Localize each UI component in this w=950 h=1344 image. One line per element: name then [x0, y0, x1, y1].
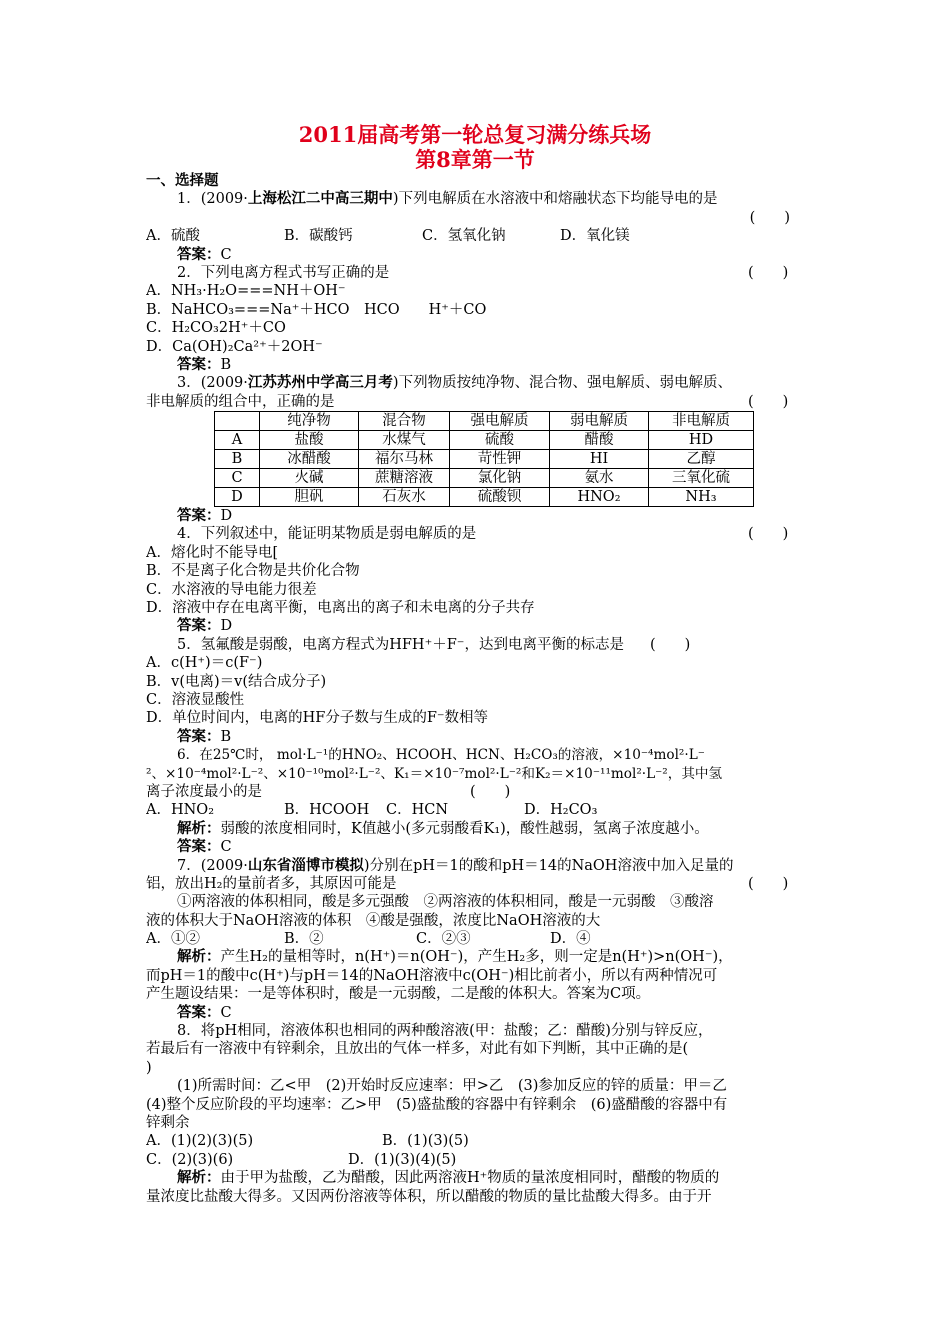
q6-paren: ( ) [470, 783, 511, 800]
answer-label: 答案： [177, 617, 221, 635]
q2-option-b: B．NaHCO₃===Na⁺＋HCO HCO H⁺＋CO [146, 301, 487, 318]
q2-option-a: A．NH₃·H₂O===NH＋OH⁻ [146, 283, 346, 300]
q6-answer [146, 838, 806, 856]
table-row [215, 431, 754, 450]
table-cell: 盐酸 [260, 431, 359, 450]
q6-answer-value: C [220, 839, 232, 856]
q3-text: )下列物质按纯净物、混合物、强电解质、弱电解质、 [392, 375, 733, 392]
q4-text: 4．下列叙述中，能证明某物质是弱电解质的是 [177, 526, 477, 543]
q1-option-d: D．氧化镁 [560, 228, 630, 245]
q3-text2: 非电解质的组合中，正确的是 [146, 393, 335, 410]
table-cell: 硫酸 [450, 431, 550, 450]
table-cell: A [215, 431, 260, 450]
table-cell: D [215, 488, 260, 507]
q3-answer [146, 507, 806, 525]
q7-answer [146, 1004, 806, 1022]
answer-label: 答案： [177, 727, 221, 745]
q6-analysis-text: 弱酸的浓度相同时，K值越小(多元弱酸看K₁)，酸性越弱，氢离子浓度越小。 [220, 820, 709, 837]
q4-option-b: B．不是离子化合物是共价化合物 [146, 563, 360, 580]
q3-source: 江苏苏州中学高三月考 [247, 374, 393, 392]
table-cell [215, 412, 260, 431]
q3-line2 [146, 393, 806, 411]
answer-label: 答案： [177, 245, 221, 263]
question-2 [146, 264, 806, 282]
table-cell: 非电解质 [649, 412, 754, 431]
q5-text: 5．氢氟酸是弱酸，电离方程式为HFH⁺＋F⁻，达到电离平衡的标志是 [177, 636, 624, 653]
q5-option-c: C．溶液显酸性 [146, 691, 245, 708]
q1-source: 上海松江二中高三期中 [247, 190, 393, 208]
table-cell: HD [649, 431, 754, 450]
q4-option-a: A．熔化时不能导电[ [146, 544, 279, 561]
table-cell: 氨水 [550, 469, 649, 488]
q2-option-d: D．Ca(OH)₂Ca²⁺＋2OH⁻ [146, 338, 323, 355]
q8-option-d: D．(1)(3)(4)(5) [348, 1151, 457, 1168]
q7-analysis-3: 产生题设结果：一是等体积时，酸是一元弱酸，二是酸的体积大。答案为C项。 [146, 986, 651, 1003]
q5-answer [146, 728, 806, 746]
section-heading: 一、选择题 [146, 172, 219, 189]
table-cell: 纯净物 [260, 412, 359, 431]
q8-items-3: 锌剩余 [146, 1114, 190, 1131]
q8-analysis-text-1: 由于甲为盐酸，乙为醋酸，因此两溶液H⁺物质的量浓度相同时，醋酸的物质的 [220, 1170, 720, 1187]
table-cell: 三氧化硫 [649, 469, 754, 488]
q8-items-2: (4)整个反应阶段的平均速率：乙>甲 (5)盛盐酸的容器中有锌剩余 (6)盛醋酸的容器中有 [146, 1096, 728, 1113]
q7-option-c: C．②③ [416, 931, 471, 948]
q6-option-c: C．HCN [386, 802, 449, 819]
q8-line3: ) [146, 1059, 152, 1076]
table-cell: 石灰水 [359, 488, 450, 507]
q8-option-b: B．(1)(3)(5) [382, 1133, 469, 1150]
answer-label: 答案： [177, 507, 221, 525]
q3-table [214, 411, 754, 507]
table-cell: B [215, 450, 260, 469]
q1-answer-value: C [220, 246, 232, 263]
table-cell: 硫酸钡 [450, 488, 550, 507]
q1-option-a: A．硫酸 [146, 228, 200, 245]
q8-options-cd [146, 1151, 806, 1169]
q7-source: 山东省淄博市模拟 [247, 856, 364, 874]
table-cell: 水煤气 [359, 431, 450, 450]
table-cell: 蔗糖溶液 [359, 469, 450, 488]
q8-option-a: A．(1)(2)(3)(5) [146, 1133, 254, 1150]
table-cell: 乙醇 [649, 450, 754, 469]
table-cell: NH₃ [649, 488, 754, 507]
q7-line2 [146, 875, 806, 893]
q4-option-d: D．溶液中存在电离平衡，电离出的离子和未电离的分子共存 [146, 600, 535, 617]
q6-line1: 6．在25℃时， mol·L⁻¹的HNO₂、HCOOH、HCN、H₂CO₃的溶液，×10⁻⁴mol²·L⁻ [177, 747, 705, 764]
q8-option-c: C．(2)(3)(6) [146, 1151, 234, 1168]
q1-num: 1．(2009· [177, 191, 248, 208]
analysis-label: 解析： [177, 948, 221, 966]
q2-text: 2．下列电离方程式书写正确的是 [177, 264, 390, 281]
q7-text2: 铝，放出H₂的量前者多，其原因可能是 [146, 875, 397, 892]
q1-option-c: C．氢氧化钠 [422, 228, 506, 245]
q5-option-b: B．v(电离)＝v(结合成分子) [146, 673, 327, 690]
analysis-label: 解析： [177, 1169, 221, 1187]
q8-line1: 8．将pH相同，溶液体积也相同的两种酸溶液(甲：盐酸；乙：醋酸)分别与锌反应， [177, 1023, 713, 1040]
q1-text: )下列电解质在水溶液中和熔融状态下均能导电的是 [392, 191, 718, 208]
q3-answer-value: D [220, 508, 233, 525]
table-cell: HI [550, 450, 649, 469]
q2-paren: ( ) [748, 264, 789, 281]
table-cell: 冰醋酸 [260, 450, 359, 469]
q2-answer-value: B [220, 356, 232, 373]
table-cell: 强电解质 [450, 412, 550, 431]
q6-line3 [146, 783, 806, 801]
answer-label: 答案： [177, 355, 221, 373]
q4-answer-value: D [220, 618, 233, 635]
table-row [215, 450, 754, 469]
answer-label: 答案： [177, 838, 221, 856]
q6-line2: ²、×10⁻⁴mol²·L⁻²、×10⁻¹⁰mol²·L⁻²、K₁＝×10⁻⁷mol²·L⁻²和K₂＝×10⁻¹¹mol²·L⁻²，其中氢 [146, 765, 723, 782]
q7-paren: ( ) [748, 875, 789, 892]
q6-analysis [146, 820, 806, 838]
q6-option-b: B．HCOOH [284, 802, 370, 819]
q1-paren: ( ) [749, 209, 790, 226]
doc-subtitle: 第8章第一节 [415, 147, 535, 172]
q7-items-1: ①两溶液的体积相同，酸是多元强酸 ②两溶液的体积相同，酸是一元弱酸 ③酸溶 [177, 894, 714, 911]
q4-answer [146, 617, 806, 635]
table-cell: 火碱 [260, 469, 359, 488]
table-cell: HNO₂ [550, 488, 649, 507]
q7-num: 7．(2009· [177, 857, 248, 874]
q7-option-b: B．② [284, 931, 324, 948]
table-cell: 醋酸 [550, 431, 649, 450]
q7-answer-value: C [220, 1004, 232, 1021]
q1-answer [146, 246, 806, 264]
q2-answer [146, 356, 806, 374]
q7-option-a: A．①② [146, 931, 200, 948]
question-1 [146, 190, 806, 208]
q6-options [146, 801, 806, 819]
table-cell: C [215, 469, 260, 488]
q7-items-2: 液的体积大于NaOH溶液的体积 ④酸是强酸，浓度比NaOH溶液的大 [146, 912, 601, 929]
table-cell: 苛性钾 [450, 450, 550, 469]
q3-paren: ( ) [748, 393, 789, 410]
q5-option-d: D．单位时间内，电离的HF分子数与生成的F⁻数相等 [146, 710, 489, 727]
doc-title: 2011届高考第一轮总复习满分练兵场 [298, 122, 652, 147]
table-cell: 混合物 [359, 412, 450, 431]
question-7 [146, 857, 806, 875]
table-header-row [215, 412, 754, 431]
q7-text: )分别在pH＝1的酸和pH＝14的NaOH溶液中加入足量的 [363, 857, 734, 874]
q6-option-a: A．HNO₂ [146, 802, 215, 819]
table-cell: 氯化钠 [450, 469, 550, 488]
answer-label: 答案： [177, 1003, 221, 1021]
q5-answer-value: B [220, 728, 232, 745]
q7-analysis-text-1: 产生H₂的量相等时，n(H⁺)＝n(OH⁻)，产生H₂多，则一定是n(H⁺)>n(OH⁻)， [220, 949, 733, 966]
doc-body [146, 172, 806, 1206]
q4-paren: ( ) [748, 526, 789, 543]
q6-text: 离子浓度最小的是 [146, 783, 262, 800]
q8-line2: 若最后有一溶液中有锌剩余，且放出的气体一样多，对此有如下判断，其中正确的是( [146, 1041, 689, 1058]
q1-option-b: B．碳酸钙 [284, 228, 353, 245]
q4-option-c: C．水溶液的导电能力很差 [146, 581, 317, 598]
table-row [215, 488, 754, 507]
q1-options [146, 227, 806, 245]
q2-option-c: C．H₂CO₃2H⁺＋CO [146, 320, 286, 337]
q8-analysis-1 [146, 1169, 806, 1187]
question-3 [146, 374, 806, 392]
q8-analysis-2: 量浓度比盐酸大得多。又因两份溶液等体积，所以醋酸的物质的量比盐酸大得多。由于开 [146, 1188, 712, 1205]
q7-analysis-2: 而pH＝1的酸中c(H⁺)与pH＝14的NaOH溶液中c(OH⁻)相比前者小，所以有两种情况可 [146, 967, 718, 984]
q7-option-d: D．④ [550, 931, 591, 948]
table-row [215, 469, 754, 488]
q8-items-1: (1)所需时间：乙<甲 (2)开始时反应速率：甲>乙 (3)参加反应的锌的质量：甲＝乙 [177, 1078, 727, 1095]
table-cell: 弱电解质 [550, 412, 649, 431]
analysis-label: 解析： [177, 819, 221, 837]
q5-paren: ( ) [649, 636, 691, 653]
q7-options [146, 930, 806, 948]
table-cell: 胆矾 [260, 488, 359, 507]
q3-num: 3．(2009· [177, 375, 248, 392]
q5-option-a: A．c(H⁺)＝c(F⁻) [146, 655, 263, 672]
q7-analysis-1 [146, 948, 806, 966]
q6-option-d: D．H₂CO₃ [524, 802, 598, 819]
question-5 [146, 636, 806, 654]
table-cell: 福尔马林 [359, 450, 450, 469]
question-4 [146, 525, 806, 543]
q8-options-ab [146, 1132, 806, 1150]
